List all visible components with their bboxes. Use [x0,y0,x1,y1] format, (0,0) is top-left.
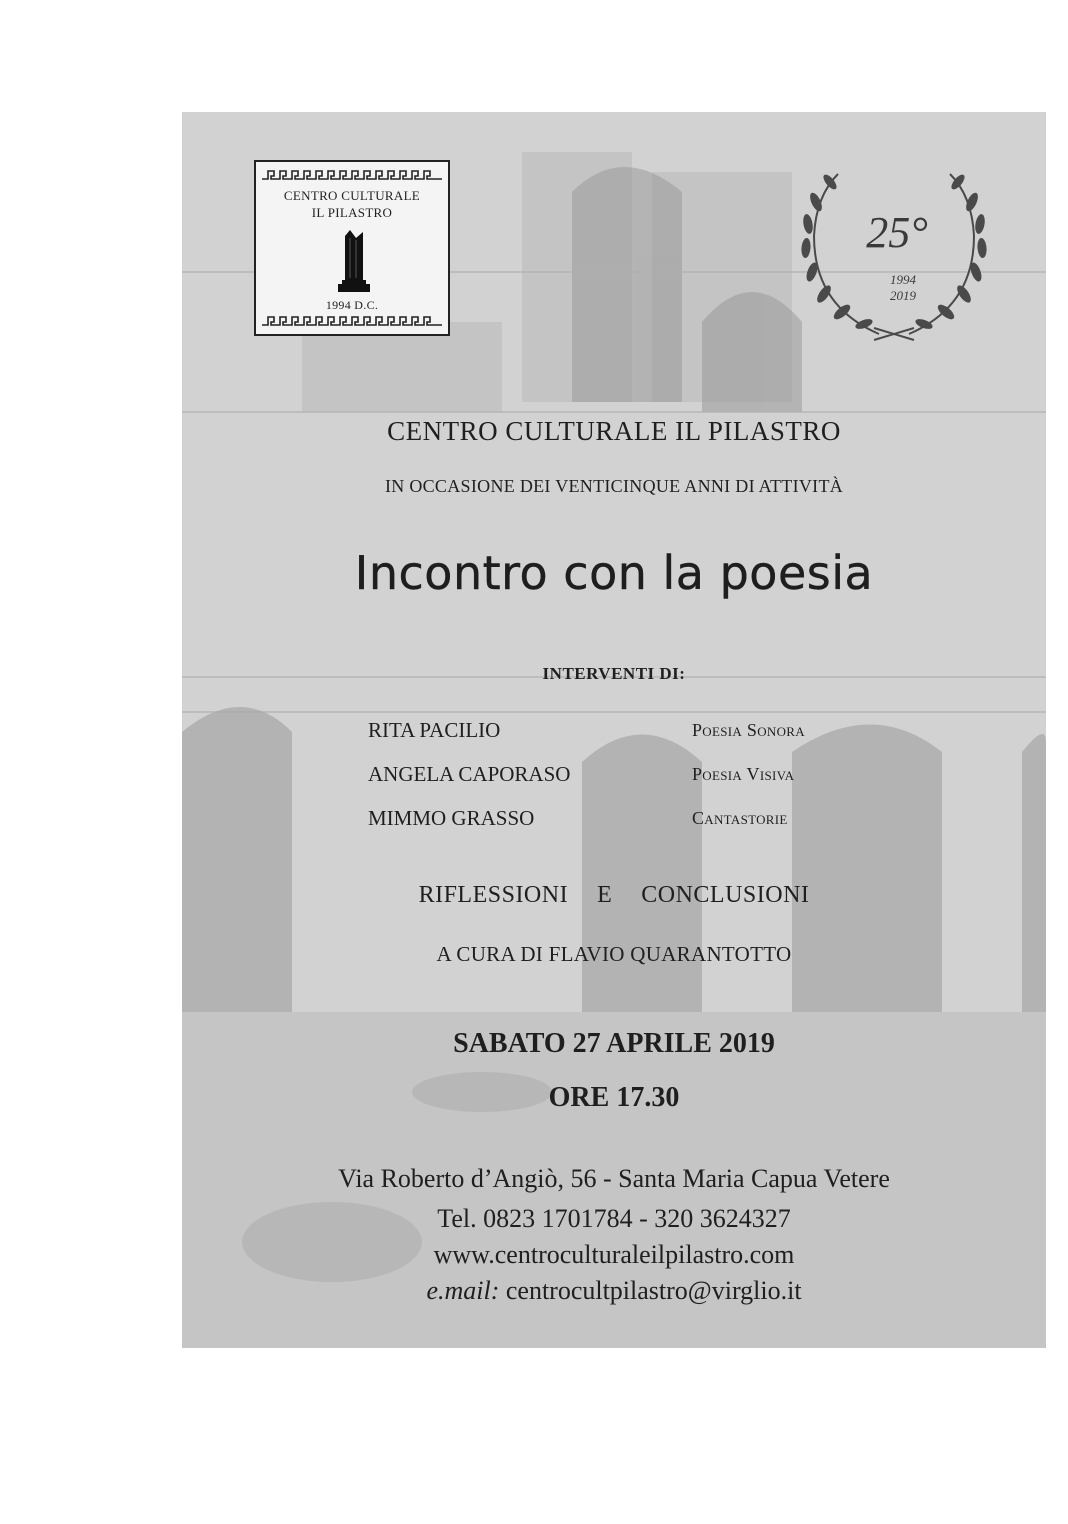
poster [182,112,1046,1348]
greek-key-border-icon [262,170,442,180]
website-link[interactable]: www.centroculturaleilpilastro.com [433,1240,795,1269]
address-line: Via Roberto d’Angiò, 56 - Santa Maria Capua Vetere [338,1164,890,1193]
speaker-name: MIMMO GRASSO [368,806,535,830]
speaker-role: Poesia Sonora [692,720,805,740]
anniversary-number: 25° [866,208,928,257]
logo-year: 1994 D.C. [325,298,379,312]
interventions-heading: INTERVENTI DI: [542,664,686,683]
greek-key-border-icon [262,316,442,326]
logo-box [254,160,450,336]
speaker-name: ANGELA CAPORASO [368,762,571,786]
event-time: ORE 17.30 [548,1082,680,1113]
speaker-name: RITA PACILIO [368,718,501,742]
speaker-role: Poesia Visiva [692,764,795,784]
conclusions-heading: RIFLESSIONI E CONCLUSIONI [418,882,810,908]
email-link[interactable]: centrocultpilastro@virglio.it [505,1276,802,1305]
phone-line: Tel. 0823 1701784 - 320 3624327 [437,1204,791,1233]
occasion-subheading: IN OCCASIONE DEI VENTICINQUE ANNI DI ATTIVITÀ [384,476,844,496]
email-line [182,1276,1046,1306]
event-date: SABATO 27 APRILE 2019 [453,1028,775,1059]
anniversary-year-start: 1994 [890,272,916,287]
event-title: Incontro con la poesia [354,546,874,600]
anniversary-year-end: 2019 [890,288,916,303]
logo-text-line2: IL PILASTRO [311,205,393,220]
organization-heading: CENTRO CULTURALE IL PILASTRO [387,416,841,446]
pillar-icon [336,226,372,292]
speaker-role: Cantastorie [692,808,788,828]
curator-line: A CURA DI FLAVIO QUARANTOTTO [436,942,792,966]
logo-text-line1: CENTRO CULTURALE [283,188,421,203]
email-label: e.mail: [426,1276,500,1305]
